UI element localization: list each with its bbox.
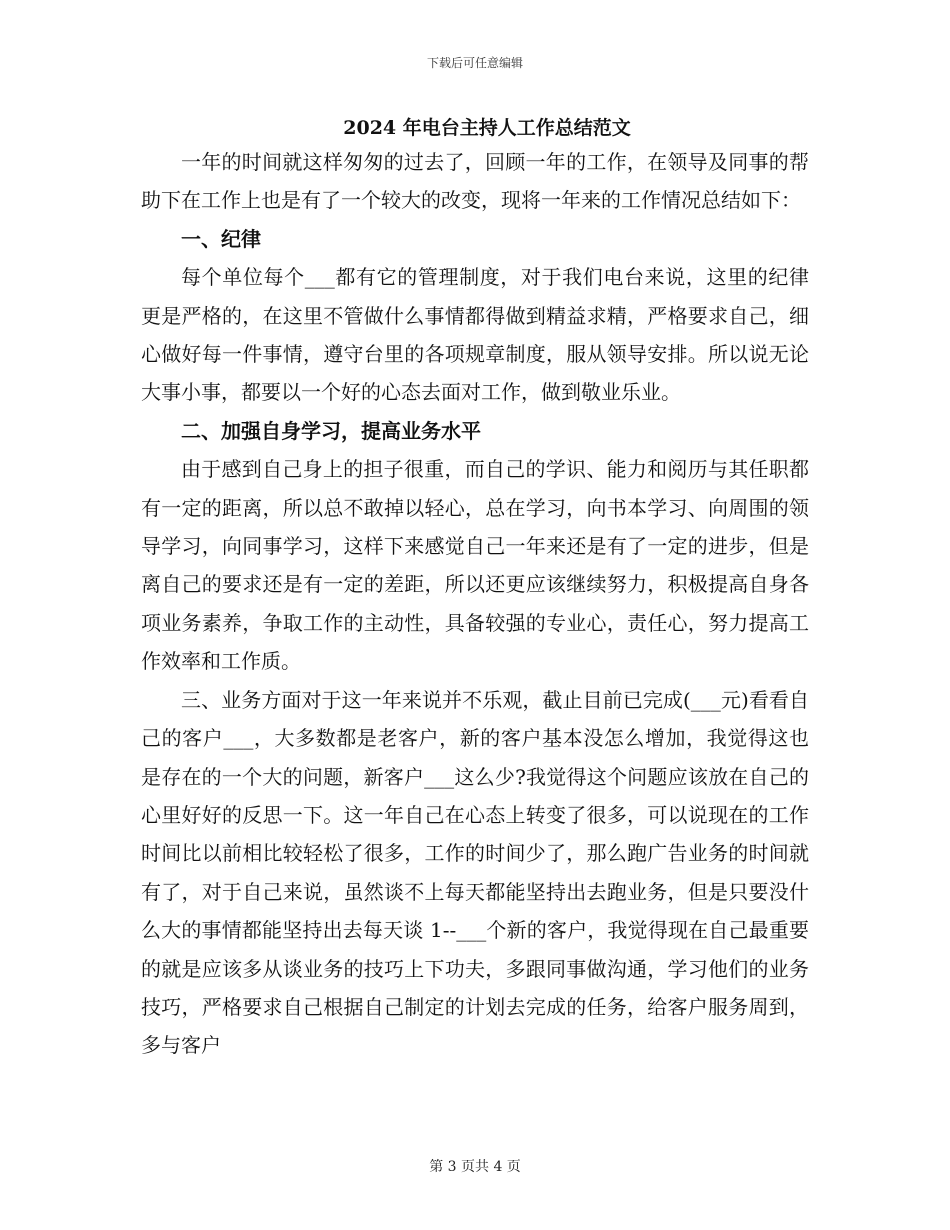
- section-heading-learning: 二、加强自身学习，提高业务水平: [181, 418, 481, 443]
- section-body-discipline: 每个单位每个___都有它的管理制度，对于我们电台来说，这里的纪律更是严格的，在这里不管做什么事情都得做到精益求精，严格要求自己，细心做好每一件事情，遵守台里的各项规章制度，服从领导安排。所以说无论大事小事，都要以一个好的心态去面对工作，做到敬业乐业。: [141, 265, 809, 405]
- page-header-note: 下载后可任意编辑: [426, 56, 523, 70]
- document-body: [141, 113, 809, 1065]
- document-title: 2024 年电台主持人工作总结范文: [343, 117, 631, 139]
- intro-paragraph: 一年的时间就这样匆匆的过去了，回顾一年的工作，在领导及同事的帮助下在工作上也是有了一个较大的改变，现将一年来的工作情况总结如下：: [141, 150, 809, 213]
- section-heading-discipline: 一、纪律: [181, 226, 261, 251]
- page-footer: 第 3 页共 4 页: [429, 1159, 521, 1175]
- section-body-learning: 由于感到自己身上的担子很重，而自己的学识、能力和阅历与其任职都有一定的距离，所以总不敢掉以轻心，总在学习，向书本学习、向周围的领导学习，向同事学习，这样下来感觉自己一年来还是有了一定的进步，但是离自己的要求还是有一定的差距，所以还更应该继续努力，积极提高自身各项业务素养，争取工作的主动性，具备较强的专业心，责任心，努力提高工作效率和工作质。: [141, 457, 809, 674]
- section-body-business: 三、业务方面对于这一年来说并不乐观，截止目前已完成(___元)看看自己的客户___，大多数都是老客户，新的客户基本没怎么增加，我觉得这也是存在的一个大的问题，新客户___这么少?我觉得这个问题应该放在自己的心里好好的反思一下。这一年自己在心态上转变了很多，可以说现在的工作时间比以前相比较轻松了很多，工作的时间少了，那么跑广告业务的时间就有了，对于自己来说，虽然谈不上每天都能坚持出去跑业务，但是只要没什么大的事情都能坚持出去每天谈 1--___个新的客户，我觉得现在自己最重要的就是应该多从谈业务的技巧上下功夫，多跟同事做沟通，学习他们的业务技巧，严格要求自己根据自己制定的计划去完成的任务，给客户服务周到，多与客户: [141, 687, 809, 1058]
